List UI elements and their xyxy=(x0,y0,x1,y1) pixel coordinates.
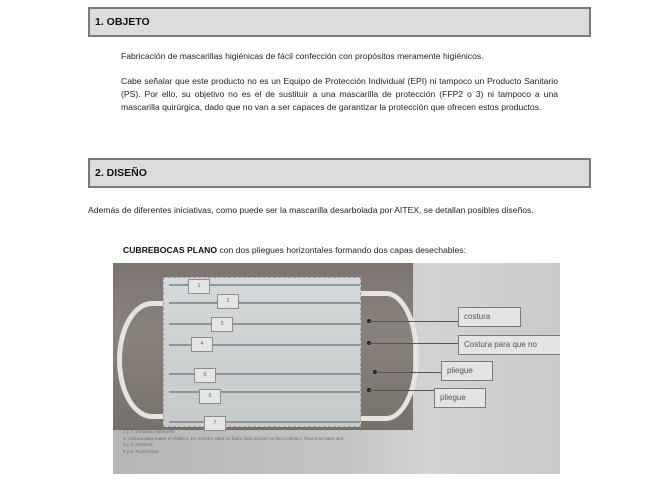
seam-line-2 xyxy=(169,302,360,304)
caption-line-3: 3 y 4: costuras xyxy=(123,442,153,448)
callout-line-1 xyxy=(369,321,459,322)
callout-line-4 xyxy=(369,390,435,391)
callout-line-3 xyxy=(375,372,441,373)
number-tag-7: 7 xyxy=(204,416,226,431)
mask-photo-figure xyxy=(113,263,560,474)
objeto-paragraph-1: Fabricación de mascarillas higiénicas de fácil confección con propósitos meramente higiénicos. xyxy=(121,51,484,61)
caption-line-1: 1 y 7: costuras exteriores xyxy=(123,429,175,434)
objeto-paragraph-2: Cabe señalar que este producto no es un Equipo de Protección Individual (EPI) ni tampoco un Producto Sanitario (PS). Por ello, su objetivo no es el de sustituir a una mascarilla de protección (FFP2 o 3) ni tampoco a una mascarilla quirúrgica, dado que no van a ser capaces de garantizar la protección que ofrecen estos productos. xyxy=(121,76,558,113)
callout-costura: costura xyxy=(458,307,521,327)
seam-line-6 xyxy=(169,391,360,393)
cubrebocas-bold-label: CUBREBOCAS PLANO xyxy=(123,245,218,255)
caption-line-2: 2: costura para meter el elástico. En nuestro caso no haría falta porque no lleva elástico, lleva tiras para atar xyxy=(123,435,344,441)
callout-costura-para-que-no: Costura para que no xyxy=(458,335,560,355)
callout-line-2 xyxy=(369,343,459,344)
cubrebocas-description: con dos pliegues horizontales formando dos capas desechables: xyxy=(217,245,466,255)
seam-line-3 xyxy=(169,323,360,325)
section-header-objeto: 1. OBJETO xyxy=(88,7,591,37)
diseno-paragraph: Además de diferentes iniciativas, como puede ser la mascarilla desarbolada por AITEX, se detallan posibles diseños. xyxy=(88,205,534,215)
callout-pliegue-2: pliegue xyxy=(434,388,486,408)
number-tag-4: 4 xyxy=(191,337,213,352)
caption-line-4: 5 y 6: PLIEGUES xyxy=(123,448,159,454)
figure-caption xyxy=(123,429,343,455)
cubrebocas-subheading xyxy=(123,244,563,257)
number-tag-5: 5 xyxy=(194,368,216,383)
number-tag-2: 2 xyxy=(217,294,239,309)
callout-pliegue-1: pliegue xyxy=(441,361,493,381)
number-tag-6: 6 xyxy=(199,389,221,404)
number-tag-3: 3 xyxy=(211,317,233,332)
seam-line-7 xyxy=(169,421,360,423)
number-tag-1: 1 xyxy=(188,279,210,294)
mask-body xyxy=(163,277,361,427)
ear-loop-right xyxy=(353,291,419,421)
section-header-diseno: 2. DISEÑO xyxy=(88,158,591,188)
